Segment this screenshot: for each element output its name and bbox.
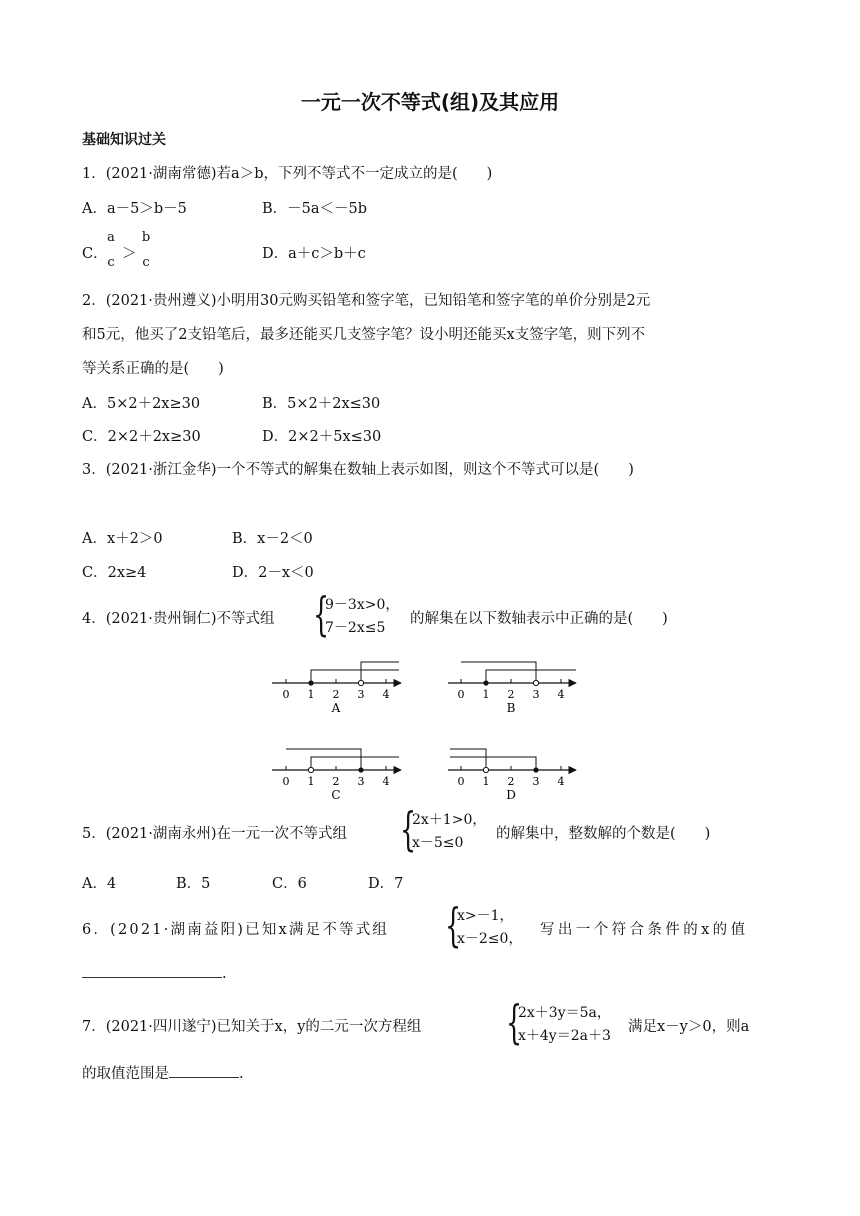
q5-option-a: A．4 [82,876,117,892]
q1-c-denominator-c2: c [142,255,150,270]
q7-equation-system [506,995,626,1049]
q3-option-c: C．2x≥4 [82,565,147,581]
left-brace-icon: { [445,898,462,952]
q4-eq1: 9－3x>0， [325,597,400,613]
q6-inequality-system [445,898,535,952]
tick-label: 1 [307,688,315,701]
q5-option-b: B．5 [176,876,211,892]
tick-label: 0 [282,775,290,788]
q4-number-line-options [0,650,860,800]
q4-inequality-system [313,587,413,641]
page-title: 一元一次不等式(组)及其应用 [300,90,560,114]
q7-line2-text: 的取值范围是 [82,1066,169,1082]
number-line-d [448,749,576,800]
tick-label: 4 [382,775,390,788]
left-brace-icon: { [506,995,523,1049]
tick-label: 1 [482,775,490,788]
q7-eq2: x＋4y＝2a＋3 [518,1028,611,1044]
q2-line2: 和5元，他买了2支铅笔后，最多还能买几支签字笔？设小明还能买x支签字笔，则下列不 [82,327,646,343]
tick-label: 2 [332,775,340,788]
q1-option-d: D．a＋c＞b＋c [262,246,366,262]
q7-stem-pre: 7．(2021·四川遂宁)已知关于x，y的二元一次方程组 [82,1019,422,1035]
q7-answer-blank[interactable] [169,1077,239,1078]
q6-stem-pre: 6．(2021·湖南益阳)已知x满足不等式组 [82,922,390,938]
q2-option-c: C．2×2＋2x≥30 [82,429,201,445]
q1-option-a: A．a－5＞b－5 [82,201,187,217]
q6-answer-blank[interactable] [82,977,222,978]
q5-option-c: C．6 [272,876,307,892]
option-label-a: A [331,701,341,715]
q6-eq2: x－2≤0， [457,931,523,947]
q5-eq2: x－5≤0 [412,835,464,851]
tick-label: 2 [507,775,515,788]
tick-label: 4 [557,688,565,701]
q5-inequality-system [400,802,490,856]
q5-stem-pre: 5．(2021·湖南永州)在一元一次不等式组 [82,826,348,842]
q2-option-a: A．5×2＋2x≥30 [82,396,201,412]
tick-label: 4 [557,775,565,788]
tick-label: 3 [357,775,365,788]
q6-stem-post: 写出一个符合条件的x的值 [540,922,749,938]
option-label-d: D [506,788,516,800]
tick-label: 3 [532,688,540,701]
tick-label: 0 [457,688,465,701]
q1-c-numerator-a: a [107,230,115,245]
q2-option-d: D．2×2＋5x≤30 [262,429,382,445]
q6-answer-line [82,966,227,982]
tick-label: 0 [457,775,465,788]
tick-label: 1 [307,775,315,788]
tick-label: 3 [532,775,540,788]
number-line-c [272,749,401,800]
q1-stem: 1．(2021·湖南常德)若a＞b，下列不等式不一定成立的是( ) [82,166,493,182]
q5-eq1: 2x＋1>0， [412,812,487,828]
q3-option-a: A．x＋2＞0 [82,531,163,547]
q5-option-d: D．7 [368,876,404,892]
tick-label: 0 [282,688,290,701]
q7-period: . [239,1066,244,1082]
tick-label: 2 [332,688,340,701]
left-brace-icon: { [313,587,330,641]
option-label-c: C [331,788,341,800]
option-label-b: B [506,701,516,715]
q3-option-b: B．x－2＜0 [232,531,313,547]
q6-eq1: x>－1， [457,908,514,924]
q1-c-gt: ＞ [122,246,137,262]
q5-stem-post: 的解集中，整数解的个数是( ) [496,826,711,842]
q7-stem-post: 满足x－y＞0，则a [628,1019,750,1035]
tick-label: 4 [382,688,390,701]
q1-c-denominator-c: c [107,255,115,270]
q4-stem-pre: 4．(2021·贵州铜仁)不等式组 [82,611,275,627]
q1-option-b: B．－5a＜－5b [262,201,368,217]
q3-stem: 3．(2021·浙江金华)一个不等式的解集在数轴上表示如图，则这个不等式可以是( ) [82,462,634,478]
q4-stem-post: 的解集在以下数轴表示中正确的是( ) [410,611,668,627]
q7-eq1: 2x＋3y＝5a， [518,1005,611,1021]
q3-option-d: D．2－x＜0 [232,565,314,581]
tick-label: 3 [357,688,365,701]
number-line-a [272,662,401,715]
q2-option-b: B．5×2＋2x≤30 [262,396,381,412]
q2-line1: 2．(2021·贵州遵义)小明用30元购买铅笔和签字笔，已知铅笔和签字笔的单价分别是2元 [82,293,651,309]
q1-c-numerator-b: b [141,230,151,245]
section-heading: 基础知识过关 [82,132,166,148]
tick-label: 2 [507,688,515,701]
q6-period: . [222,966,227,982]
q1-option-c-label: C． [82,246,108,262]
q2-line3: 等关系正确的是( ) [82,361,224,377]
q4-eq2: 7－2x≤5 [325,620,386,636]
left-brace-icon: { [400,802,417,856]
number-line-b [448,662,576,715]
tick-label: 1 [482,688,490,701]
q7-line2 [82,1062,244,1083]
